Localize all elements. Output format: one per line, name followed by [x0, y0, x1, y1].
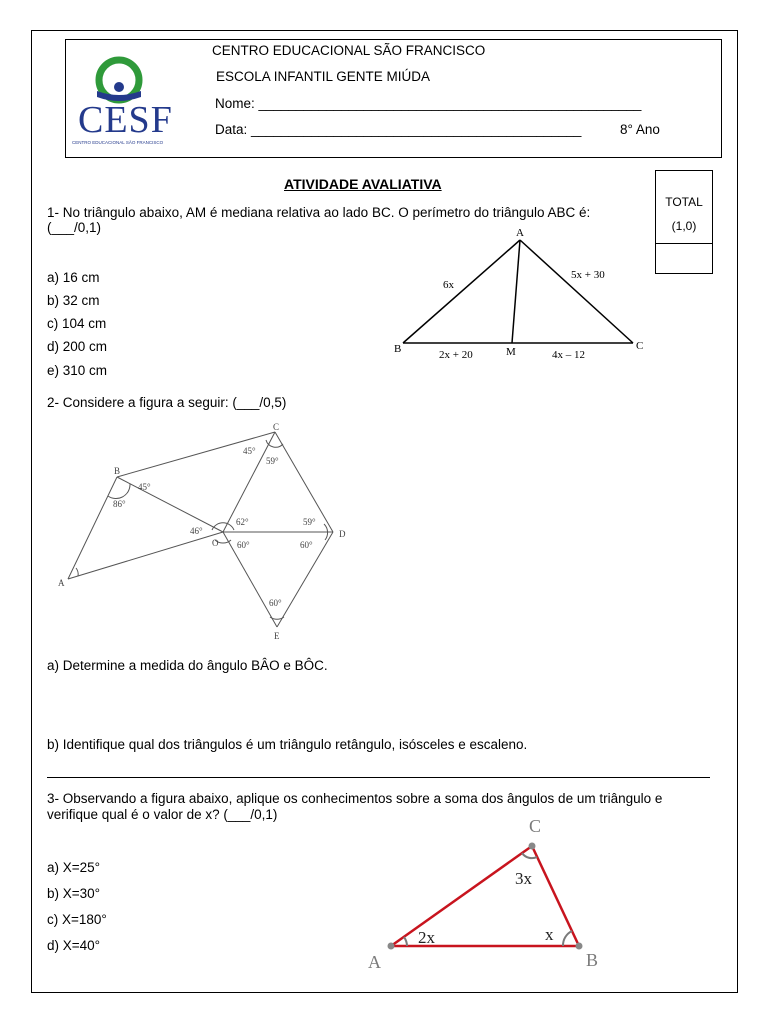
- school-name-line1: CENTRO EDUCACIONAL SÃO FRANCISCO: [212, 43, 486, 58]
- q1-option-a[interactable]: a) 16 cm: [47, 270, 100, 285]
- logo-text: CESF: [78, 99, 173, 141]
- total-label: TOTAL: [665, 195, 703, 209]
- total-score-box: [655, 170, 713, 274]
- q1-vertex-c: C: [636, 340, 644, 352]
- q2-segment-ab: [68, 477, 117, 579]
- q1-label-bm: 2x + 20: [439, 349, 473, 361]
- q3-angle-c: 3x: [515, 869, 532, 888]
- total-score-entry[interactable]: [656, 244, 712, 274]
- q2-statement: 2- Considere a figura a seguir: (___/0,5): [47, 395, 287, 410]
- q1-median-am: [512, 240, 520, 343]
- q3-point-a: [388, 943, 395, 950]
- q3-vertex-a: A: [368, 952, 381, 972]
- grade-label: 8° Ano: [620, 122, 660, 137]
- q1-label-ab: 6x: [443, 279, 454, 291]
- total-value: (1,0): [671, 219, 697, 233]
- q2-segment-oe: [223, 532, 277, 627]
- q2-angle-o-left: 46°: [190, 526, 203, 536]
- q1-option-e[interactable]: e) 310 cm: [47, 363, 108, 378]
- q2-label-e: E: [274, 631, 280, 641]
- q2-label-a: A: [58, 578, 65, 588]
- logo-head: [114, 82, 124, 92]
- q2-label-b: B: [114, 466, 121, 476]
- q3-point-b: [576, 943, 583, 950]
- q1-label-mc: 4x – 12: [552, 349, 585, 361]
- school-name-line2: ESCOLA INFANTIL GENTE MIÚDA: [216, 69, 431, 84]
- q3-angle-a: 2x: [418, 928, 435, 947]
- q3-option-c[interactable]: c) X=180°: [47, 912, 107, 927]
- q2-part-a: a) Determine a medida do ângulo BÂO e BÔC.: [47, 658, 328, 673]
- q2-angle-b-upper: 45°: [138, 482, 151, 492]
- q1-label-ac: 5x + 30: [571, 269, 605, 281]
- q2-label-c: C: [273, 422, 280, 432]
- q1-statement: 1- No triângulo abaixo, AM é mediana relativa ao lado BC. O perímetro do triângulo ABC é:: [47, 205, 591, 220]
- q2-answer-line[interactable]: [47, 777, 710, 778]
- q2-part-a-answer-area[interactable]: [47, 680, 707, 730]
- q2-angle-o-upper: 62°: [236, 517, 249, 527]
- date-field[interactable]: Data: ____________________________________________: [215, 122, 582, 137]
- q2-arc-a: [76, 568, 78, 576]
- q3-statement-cont[interactable]: verifique qual é o valor de x? (___/0,1): [47, 807, 278, 822]
- q3-option-b[interactable]: b) X=30°: [47, 886, 101, 901]
- q2-arc-b: [108, 484, 130, 499]
- q3-angle-b: x: [545, 925, 554, 944]
- q1-triangle-figure: [390, 225, 650, 365]
- page-title: ATIVIDADE AVALIATIVA: [284, 176, 442, 192]
- q3-side-ac: [391, 846, 532, 946]
- name-field[interactable]: Nome: ___________________________________________________: [215, 96, 642, 111]
- q1-option-b[interactable]: b) 32 cm: [47, 293, 100, 308]
- q3-arc-b: [563, 931, 572, 946]
- q1-score-blank[interactable]: (___/0,1): [47, 220, 102, 235]
- q2-arc-o: [212, 523, 234, 530]
- q3-option-a[interactable]: a) X=25°: [47, 860, 101, 875]
- q2-angle-d-upper: 59°: [303, 517, 316, 527]
- q1-vertex-b: B: [394, 343, 402, 355]
- q1-vertex-m: M: [506, 346, 516, 358]
- q1-option-c[interactable]: c) 104 cm: [47, 316, 107, 331]
- q3-vertex-c: C: [529, 816, 542, 836]
- q3-point-c: [529, 843, 536, 850]
- q2-label-o: O: [212, 538, 219, 548]
- q2-angle-c-right: 59°: [266, 456, 279, 466]
- q1-vertex-a: A: [516, 227, 524, 239]
- q2-segment-bo: [117, 477, 223, 532]
- q1-side-ac: [520, 240, 633, 343]
- q2-angle-b-lower: 86°: [113, 499, 126, 509]
- q2-label-d: D: [339, 529, 346, 539]
- q3-triangle-figure: [360, 812, 620, 972]
- q3-option-d[interactable]: d) X=40°: [47, 938, 101, 953]
- logo-subtext: CENTRO EDUCACIONAL SÃO FRANCISCO: [72, 140, 164, 145]
- q2-angle-e: 60°: [269, 598, 282, 608]
- q2-part-b: b) Identifique qual dos triângulos é um triângulo retângulo, isósceles e escaleno.: [47, 737, 528, 752]
- q3-arc-a: [404, 937, 407, 946]
- q2-angle-o-lower-right: 60°: [300, 540, 313, 550]
- q2-angle-o-lower-left: 60°: [237, 540, 250, 550]
- q1-option-d[interactable]: d) 200 cm: [47, 339, 108, 354]
- q3-statement: 3- Observando a figura abaixo, aplique os conhecimentos sobre a soma dos ângulos de um triângulo e: [47, 791, 663, 806]
- q2-geometry-figure: [50, 420, 360, 645]
- q1-side-ab: [403, 240, 520, 343]
- q3-vertex-b: B: [586, 950, 599, 970]
- q2-segment-ao: [68, 532, 223, 579]
- q2-angle-c-left: 45°: [243, 446, 256, 456]
